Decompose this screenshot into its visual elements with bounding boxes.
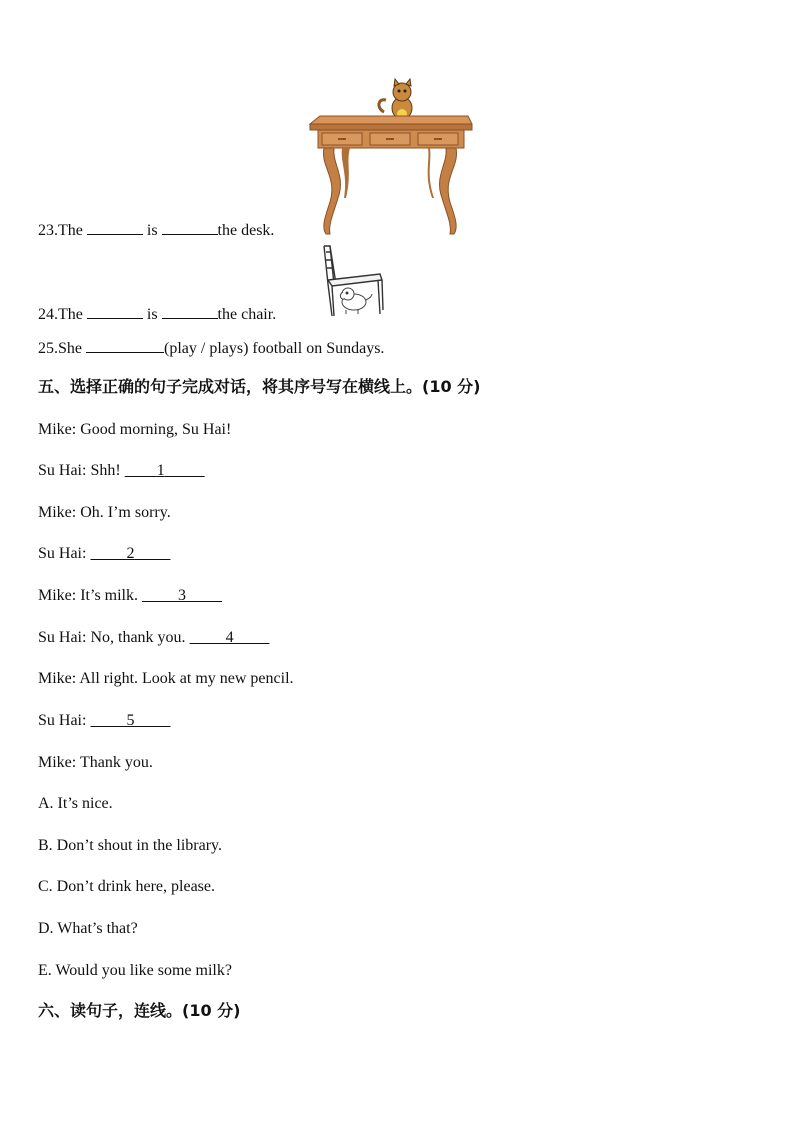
question-number: 25.	[38, 340, 58, 357]
section-6-title: 六、读句子，连线。(10 分)	[38, 1001, 241, 1020]
dialogue-text: All right. Look at my new pencil.	[79, 670, 294, 687]
dialogue-text: Shh!	[90, 462, 121, 479]
dog-under-chair-image	[320, 244, 386, 320]
section-5-title: 五、选择正确的句子完成对话，将其序号写在横线上。(10 分)	[38, 377, 481, 396]
answer-blank[interactable]	[86, 337, 164, 353]
dialogue-line	[38, 753, 153, 773]
dialogue-text: Good morning, Su Hai!	[80, 421, 232, 438]
question-23	[38, 219, 274, 241]
speaker: Mike:	[38, 587, 77, 604]
blank-number: 3	[178, 587, 186, 604]
question-24	[38, 303, 276, 325]
word-the: The	[58, 222, 83, 239]
answer-blank-2[interactable]	[162, 303, 218, 319]
speaker: Su Hai:	[38, 462, 87, 479]
dialogue-text: It’s milk.	[80, 587, 138, 604]
blank-number: 2	[126, 545, 135, 562]
dialogue-line	[38, 420, 231, 440]
word-is: is	[146, 222, 158, 239]
blank-number: 5	[126, 712, 135, 729]
question-25	[38, 337, 384, 359]
speaker: Su Hai:	[38, 629, 87, 646]
answer-blank-1[interactable]	[87, 303, 143, 319]
dialogue-line	[38, 628, 270, 648]
question-number: 24.	[38, 306, 58, 323]
option-b: B. Don’t shout in the library.	[38, 837, 222, 854]
word-she: She	[58, 340, 82, 357]
desk-icon	[310, 116, 472, 234]
word-the-desk: the desk.	[217, 222, 275, 239]
dialogue-line	[38, 586, 222, 606]
option-a: A. It’s nice.	[38, 795, 113, 812]
option-c: C. Don’t drink here, please.	[38, 878, 215, 895]
word-is: is	[146, 306, 158, 323]
answer-blank[interactable]	[142, 587, 222, 604]
answer-blank[interactable]	[90, 545, 170, 562]
blank-number: 4	[225, 629, 234, 646]
dialogue-line	[38, 503, 171, 523]
speaker: Mike:	[38, 504, 77, 521]
dialogue-text: No, thank you.	[90, 629, 186, 646]
dialogue-text: Oh. I’m sorry.	[80, 504, 171, 521]
dialogue-line	[38, 461, 205, 481]
dialogue-text: Thank you.	[79, 754, 153, 771]
dialogue-line	[38, 544, 170, 564]
word-the: The	[58, 306, 83, 323]
speaker: Su Hai:	[38, 712, 87, 729]
speaker: Su Hai:	[38, 545, 87, 562]
answer-blank-1[interactable]	[87, 219, 143, 235]
dialogue-line	[38, 669, 294, 689]
option-e: E. Would you like some milk?	[38, 962, 232, 979]
cat-on-desk-image	[306, 78, 474, 236]
question-number: 23.	[38, 222, 58, 239]
dog-icon	[340, 288, 372, 314]
answer-blank[interactable]	[125, 462, 205, 479]
answer-blank[interactable]	[90, 712, 170, 729]
question-rest: (play / plays) football on Sundays.	[164, 340, 385, 357]
blank-number: 1	[156, 462, 165, 479]
speaker: Mike:	[38, 754, 77, 771]
answer-blank[interactable]	[190, 629, 270, 646]
word-the-chair: the chair.	[217, 306, 277, 323]
option-d: D. What’s that?	[38, 920, 138, 937]
answer-blank-2[interactable]	[162, 219, 218, 235]
speaker: Mike:	[38, 670, 77, 687]
speaker: Mike:	[38, 421, 77, 438]
dialogue-line	[38, 711, 170, 731]
